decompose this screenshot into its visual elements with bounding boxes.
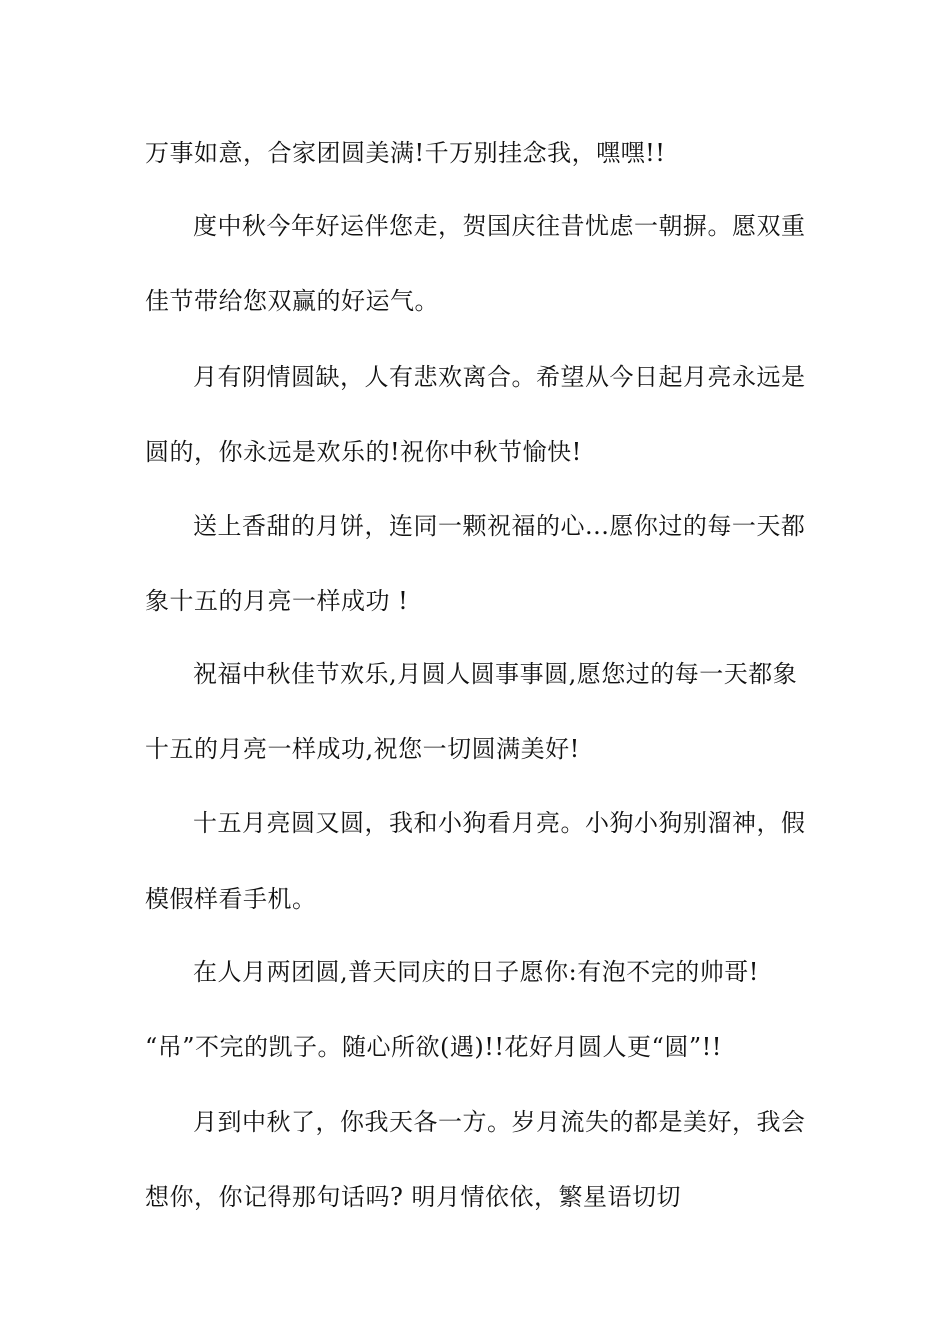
text-line-6: 送上香甜的月饼，连同一颗祝福的心...愿你过的每一天都 — [193, 512, 806, 540]
text-line-2: 度中秋今年好运伴您走，贺国庆往昔忧虑一朝摒。愿双重 — [193, 212, 806, 240]
text-line-3: 佳节带给您双赢的好运气。 — [145, 287, 439, 315]
text-line-15: 想你，你记得那句话吗? 明月情依依，繁星语切切 — [145, 1183, 681, 1211]
text-line-11: 模假样看手机。 — [145, 885, 317, 913]
text-line-5: 圆的，你永远是欢乐的!祝你中秋节愉快! — [145, 438, 582, 466]
text-line-4: 月有阴情圆缺，人有悲欢离合。希望从今日起月亮永远是 — [193, 363, 806, 391]
text-line-1: 万事如意，合家团圆美满!千万别挂念我，嘿嘿!! — [145, 139, 666, 167]
text-line-13: “吊”不完的凯子。随心所欲(遇)!!花好月圆人更“圆”!! — [145, 1033, 722, 1061]
text-line-14: 月到中秋了，你我天各一方。岁月流失的都是美好，我会 — [193, 1108, 806, 1136]
text-line-7: 象十五的月亮一样成功 ! — [145, 587, 409, 615]
text-line-8: 祝福中秋佳节欢乐,月圆人圆事事圆,愿您过的每一天都象 — [193, 660, 798, 688]
text-line-9: 十五的月亮一样成功,祝您一切圆满美好! — [145, 735, 580, 763]
text-line-10: 十五月亮圆又圆，我和小狗看月亮。小狗小狗别溜神，假 — [193, 809, 806, 837]
text-line-12: 在人月两团圆,普天同庆的日子愿你:有泡不完的帅哥! — [193, 958, 759, 986]
